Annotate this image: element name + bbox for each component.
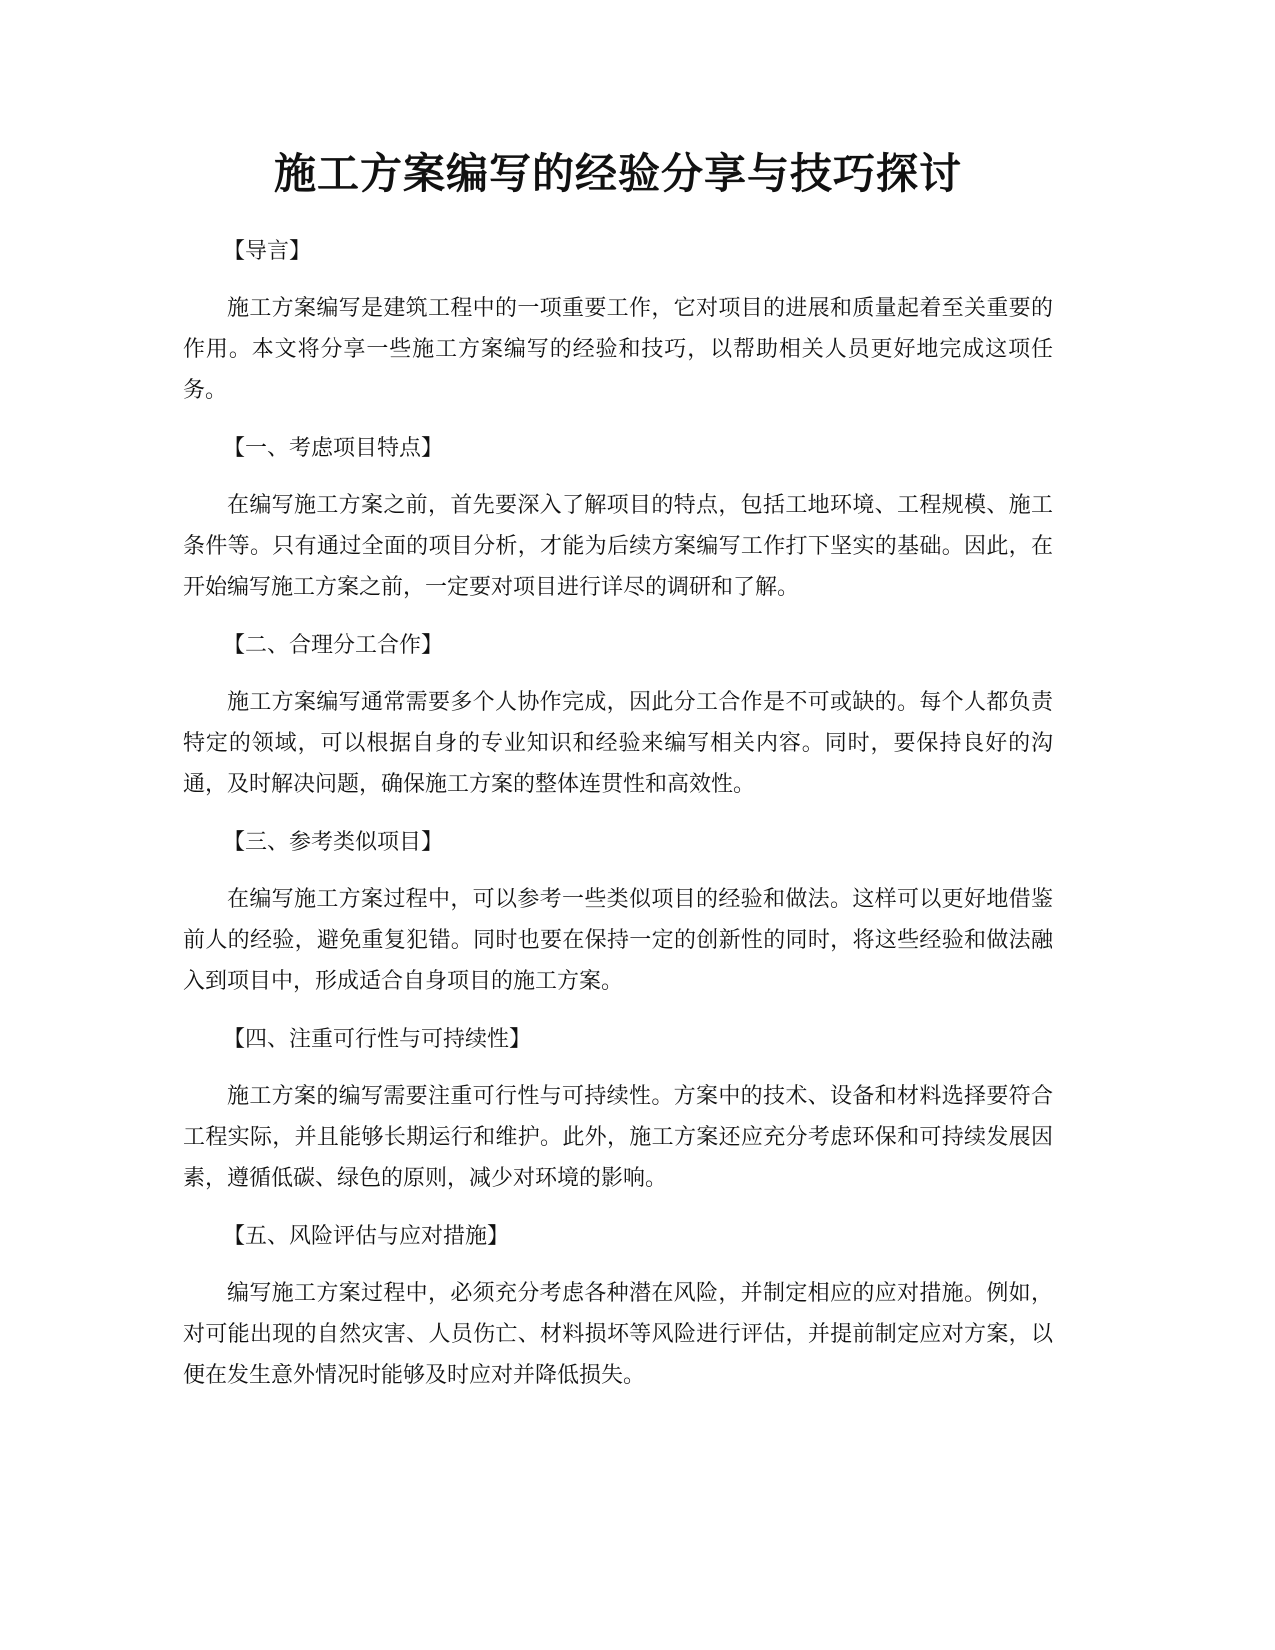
section-paragraph: 在编写施工方案过程中，可以参考一些类似项目的经验和做法。这样可以更好地借鉴前人的经验，避免重复犯错。同时也要在保持一定的创新性的同时，将这些经验和做法融入到项目中，形成适合自身项目的施工方案。 [183,887,1053,994]
section-paragraph: 施工方案编写通常需要多个人协作完成，因此分工合作是不可或缺的。每个人都负责特定的领域，可以根据自身的专业知识和经验来编写相关内容。同时，要保持良好的沟通，及时解决问题，确保施工方案的整体连贯性和高效性。 [183,690,1053,797]
section-paragraph: 施工方案的编写需要注重可行性与可持续性。方案中的技术、设备和材料选择要符合工程实际，并且能够长期运行和维护。此外，施工方案还应充分考虑环保和可持续发展因素，遵循低碳、绿色的原则，减少对环境的影响。 [183,1084,1053,1191]
section-1 [183,427,1053,608]
section-paragraph: 施工方案编写是建筑工程中的一项重要工作，它对项目的进展和质量起着至关重要的作用。本文将分享一些施工方案编写的经验和技巧，以帮助相关人员更好地完成这项任务。 [183,296,1053,403]
section-4 [183,1018,1053,1199]
section-paragraph: 编写施工方案过程中，必须充分考虑各种潜在风险，并制定相应的应对措施。例如，对可能出现的自然灾害、人员伤亡、材料损坏等风险进行评估，并提前制定应对方案，以便在发生意外情况时能够及时应对并降低损失。 [183,1281,1053,1388]
section-intro [183,230,1053,411]
section-heading: 【二、合理分工合作】 [223,633,444,658]
section-heading: 【一、考虑项目特点】 [223,436,444,461]
section-heading: 【四、注重可行性与可持续性】 [223,1027,532,1052]
document-page [183,0,1053,1650]
section-heading: 【三、参考类似项目】 [223,830,444,855]
section-5 [183,1215,1053,1396]
document-body [183,230,1053,1412]
document-title: 施工方案编写的经验分享与技巧探讨 [273,149,962,198]
section-2 [183,624,1053,805]
section-3 [183,821,1053,1002]
section-heading: 【导言】 [223,239,312,264]
section-paragraph: 在编写施工方案之前，首先要深入了解项目的特点，包括工地环境、工程规模、施工条件等。只有通过全面的项目分析，才能为后续方案编写工作打下坚实的基础。因此，在开始编写施工方案之前，一定要对项目进行详尽的调研和了解。 [183,493,1053,600]
section-heading: 【五、风险评估与应对措施】 [223,1224,510,1249]
